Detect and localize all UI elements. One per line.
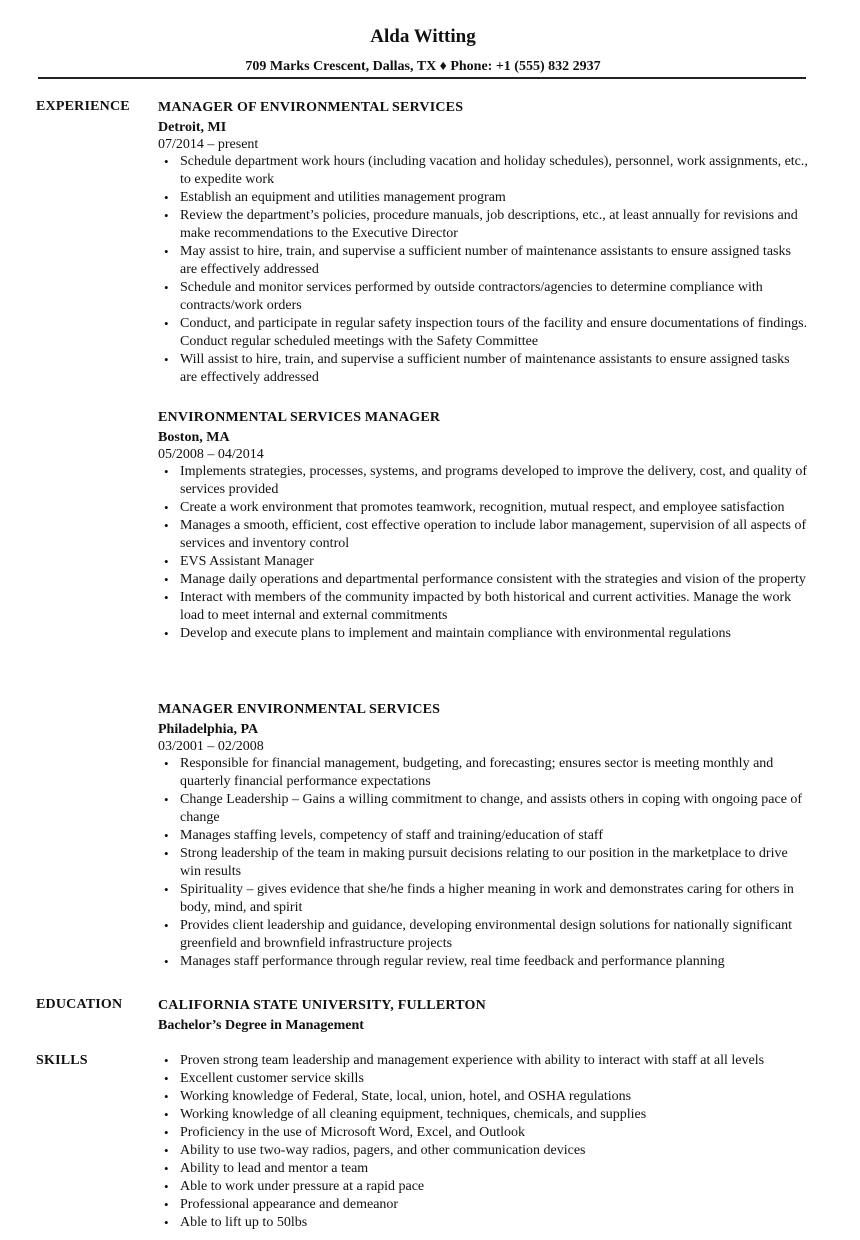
bullet-item xyxy=(158,463,810,499)
bullet-icon: • xyxy=(164,882,169,897)
bullet-text: Professional appearance and demeanor xyxy=(180,1197,399,1212)
job-dates: 05/2008 – 04/2014 xyxy=(158,447,264,462)
job-entry xyxy=(158,701,810,971)
bullet-item xyxy=(158,881,810,917)
bullet-icon: • xyxy=(164,1089,169,1104)
bullet-text: Create a work environment that promotes teamwork, recognition, mutual respect, and employee satisfaction xyxy=(180,500,785,515)
bullet-item xyxy=(158,207,810,243)
skills-entry xyxy=(158,1052,810,1232)
bullet-icon: • xyxy=(164,756,169,771)
bullet-text: Interact with members of the community impacted by both historical and current activities. Manage the work load to meet internal and external commitments xyxy=(180,590,792,623)
bullet-item xyxy=(158,153,810,189)
job-title: MANAGER OF ENVIRONMENTAL SERVICES xyxy=(158,100,464,115)
job-location: Detroit, MI xyxy=(158,120,227,135)
bullet-text: Excellent customer service skills xyxy=(180,1071,364,1086)
bullet-item xyxy=(158,827,810,845)
bullet-icon: • xyxy=(164,190,169,205)
bullet-icon: • xyxy=(164,316,169,331)
experience-heading: EXPERIENCE xyxy=(36,99,130,114)
job-entry xyxy=(158,99,810,387)
job-title: ENVIRONMENTAL SERVICES MANAGER xyxy=(158,410,441,425)
bullet-icon: • xyxy=(164,954,169,969)
bullet-item xyxy=(158,243,810,279)
bullet-text: Schedule and monitor services performed by outside contractors/agencies to determine compliance with contracts/work orders xyxy=(180,280,763,313)
education-entry xyxy=(158,997,810,1035)
bullet-text: Manage daily operations and departmental performance consistent with the strategies and vision of the property xyxy=(180,572,806,587)
bullet-text: Manages staff performance through regular review, real time feedback and performance planning xyxy=(180,954,725,969)
bullet-item xyxy=(158,589,810,625)
bullet-icon: • xyxy=(164,572,169,587)
bullet-item xyxy=(158,1214,810,1232)
bullet-item xyxy=(158,1070,810,1088)
bullet-item xyxy=(158,553,810,571)
bullet-item xyxy=(158,791,810,827)
bullet-text: Proficiency in the use of Microsoft Word, Excel, and Outlook xyxy=(180,1125,526,1140)
bullet-item xyxy=(158,1196,810,1214)
bullet-item xyxy=(158,189,810,207)
bullet-icon: • xyxy=(164,518,169,533)
bullet-text: Implements strategies, processes, systems, and programs developed to improve the delivery, cost, and quality of services provided xyxy=(180,464,807,497)
job-bullets xyxy=(158,153,810,387)
bullet-text: Working knowledge of Federal, State, local, union, hotel, and OSHA regulations xyxy=(180,1089,632,1104)
bullet-item xyxy=(158,1142,810,1160)
bullet-icon: • xyxy=(164,1107,169,1122)
job-dates: 03/2001 – 02/2008 xyxy=(158,739,264,754)
bullet-item xyxy=(158,755,810,791)
bullet-text: Responsible for financial management, budgeting, and forecasting; ensures sector is meeting monthly and quarterly financial performance expectations xyxy=(180,756,774,789)
bullet-icon: • xyxy=(164,918,169,933)
bullet-item xyxy=(158,1160,810,1178)
bullet-text: Change Leadership – Gains a willing commitment to change, and assists others in coping with ongoing pace of change xyxy=(180,792,803,825)
bullet-item xyxy=(158,625,810,643)
bullet-icon: • xyxy=(164,1071,169,1086)
bullet-text: Will assist to hire, train, and supervise a sufficient number of maintenance assistants to ensure assigned tasks are effectively addressed xyxy=(180,352,790,385)
bullet-text: EVS Assistant Manager xyxy=(180,554,314,569)
bullet-text: Schedule department work hours (including vacation and holiday schedules), personnel, work assignments, etc., to expedite work xyxy=(180,154,808,187)
bullet-icon: • xyxy=(164,1143,169,1158)
bullet-icon: • xyxy=(164,154,169,169)
job-title: MANAGER ENVIRONMENTAL SERVICES xyxy=(158,702,441,717)
job-location: Philadelphia, PA xyxy=(158,722,259,737)
bullet-icon: • xyxy=(164,280,169,295)
contact-line: 709 Marks Crescent, Dallas, TX ♦ Phone: +1 (555) 832 2937 xyxy=(245,59,601,74)
bullet-icon: • xyxy=(164,626,169,641)
skills-list xyxy=(158,1052,810,1232)
bullet-text: Strong leadership of the team in making pursuit decisions relating to our position in the marketplace to drive win results xyxy=(180,846,788,879)
bullet-text: Provides client leadership and guidance, developing environmental design solutions for nationally significant greenfield and brownfield infrastructure projects xyxy=(180,918,792,951)
bullet-icon: • xyxy=(164,1215,169,1230)
job-location: Boston, MA xyxy=(158,430,230,445)
bullet-icon: • xyxy=(164,1197,169,1212)
header-divider xyxy=(38,77,806,79)
bullet-text: Able to lift up to 50lbs xyxy=(180,1215,308,1230)
bullet-icon: • xyxy=(164,792,169,807)
bullet-icon: • xyxy=(164,208,169,223)
bullet-item xyxy=(158,1178,810,1196)
bullet-item xyxy=(158,1088,810,1106)
bullet-icon: • xyxy=(164,352,169,367)
bullet-text: Ability to lead and mentor a team xyxy=(180,1161,369,1176)
bullet-item xyxy=(158,517,810,553)
bullet-item xyxy=(158,315,810,351)
bullet-item xyxy=(158,845,810,881)
degree: Bachelor’s Degree in Management xyxy=(158,1018,364,1033)
bullet-text: Manages staffing levels, competency of staff and training/education of staff xyxy=(180,828,603,843)
skills-heading: SKILLS xyxy=(36,1053,88,1068)
bullet-text: Review the department’s policies, procedure manuals, job descriptions, etc., at least annually for revisions and make recommendations to the Executive Director xyxy=(180,208,798,241)
bullet-icon: • xyxy=(164,846,169,861)
bullet-text: Manages a smooth, efficient, cost effective operation to include labor management, supervision of all aspects of services and inventory control xyxy=(180,518,807,551)
bullet-text: Develop and execute plans to implement and maintain compliance with environmental regulations xyxy=(180,626,731,641)
bullet-icon: • xyxy=(164,1053,169,1068)
bullet-text: May assist to hire, train, and supervise a sufficient number of maintenance assistants to ensure assigned tasks are effectively addressed xyxy=(180,244,791,277)
bullet-icon: • xyxy=(164,500,169,515)
bullet-item xyxy=(158,279,810,315)
bullet-text: Spirituality – gives evidence that she/he finds a higher meaning in work and demonstrates caring for others in body, mind, and spirit xyxy=(180,882,794,915)
bullet-text: Ability to use two-way radios, pagers, and other communication devices xyxy=(180,1143,586,1158)
bullet-icon: • xyxy=(164,1125,169,1140)
bullet-text: Establish an equipment and utilities management program xyxy=(180,190,506,205)
bullet-text: Working knowledge of all cleaning equipment, techniques, chemicals, and supplies xyxy=(180,1107,647,1122)
bullet-text: Conduct, and participate in regular safety inspection tours of the facility and ensure documentations of findings. Conduct regular scheduled meetings with the Safety Committee xyxy=(180,316,808,349)
bullet-item xyxy=(158,499,810,517)
bullet-icon: • xyxy=(164,1179,169,1194)
bullet-item xyxy=(158,917,810,953)
bullet-text: Able to work under pressure at a rapid pace xyxy=(180,1179,425,1194)
school-name: CALIFORNIA STATE UNIVERSITY, FULLERTON xyxy=(158,998,486,1013)
candidate-name: Alda Witting xyxy=(370,26,476,47)
bullet-text: Proven strong team leadership and management experience with ability to interact with staff at all levels xyxy=(180,1053,765,1068)
job-entry xyxy=(158,409,810,643)
bullet-icon: • xyxy=(164,1161,169,1176)
bullet-item xyxy=(158,953,810,971)
job-bullets xyxy=(158,463,810,643)
bullet-icon: • xyxy=(164,464,169,479)
job-bullets xyxy=(158,755,810,971)
bullet-icon: • xyxy=(164,244,169,259)
job-dates: 07/2014 – present xyxy=(158,137,259,152)
bullet-item xyxy=(158,1124,810,1142)
bullet-icon: • xyxy=(164,554,169,569)
bullet-item xyxy=(158,1106,810,1124)
bullet-item xyxy=(158,571,810,589)
bullet-item xyxy=(158,1052,810,1070)
bullet-icon: • xyxy=(164,590,169,605)
bullet-icon: • xyxy=(164,828,169,843)
bullet-item xyxy=(158,351,810,387)
education-heading: EDUCATION xyxy=(36,997,123,1012)
